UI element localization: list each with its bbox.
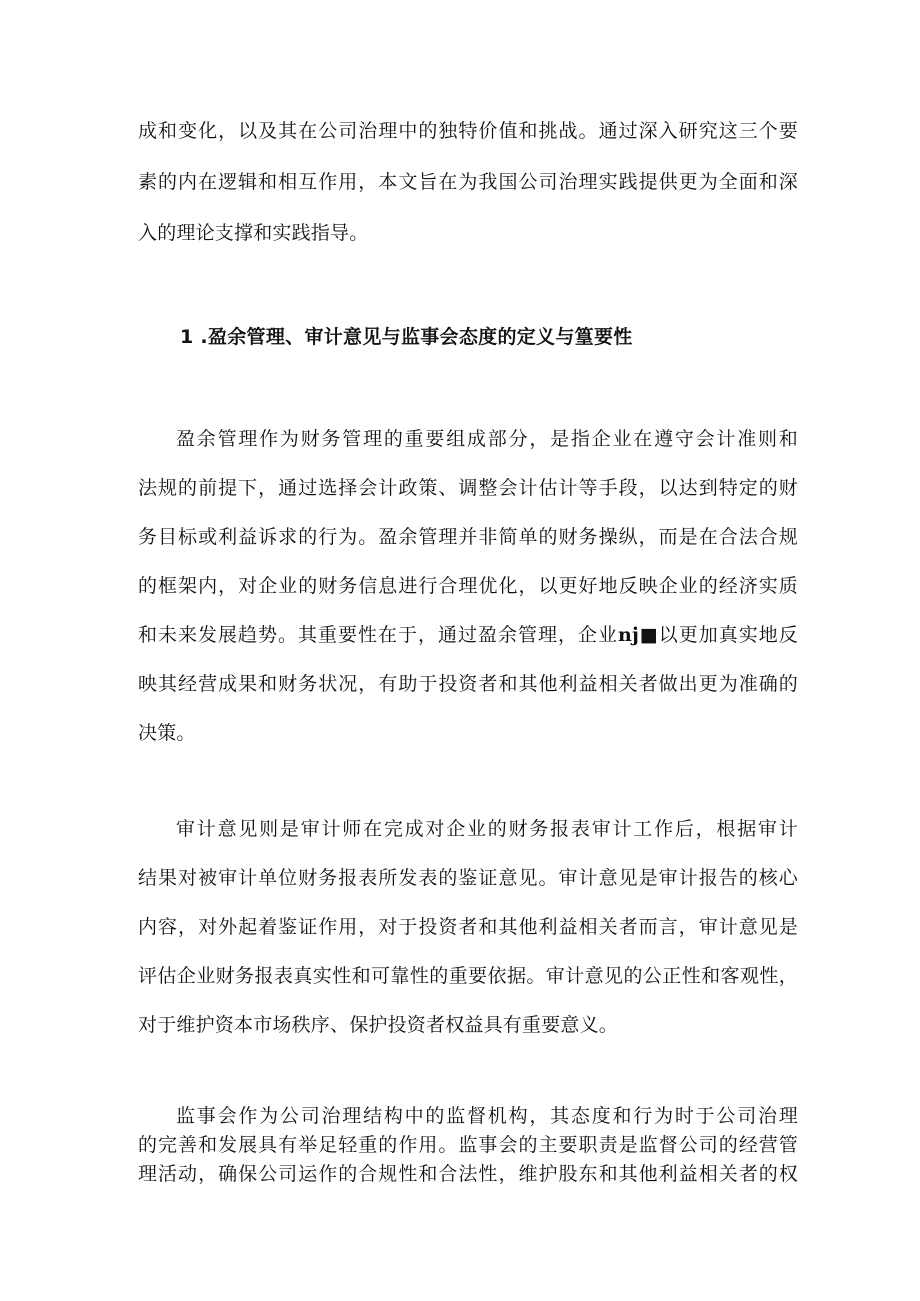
text-line-tail: 以更加真实地反 (658, 624, 798, 646)
text-line: 盈余管理作为财务管理的重要组成部分，是指企业在遵守会计准则和 (176, 428, 798, 450)
text-line: 素的内在逻辑和相互作用，本文旨在为我国公司治理实践提供更为全面和深 (138, 171, 798, 193)
text-line: 监事会作为公司治理结构中的监督机构，其态度和行为时于公司治理 (176, 1105, 798, 1127)
text-line: 决策。 (138, 722, 196, 744)
text-line: 理活动，确保公司运作的合规性和合法性，维护股东和其他利益相关者的权 (138, 1163, 798, 1185)
text-line: 法规的前提下，通过选择会计政策、调整会计估计等手段，以达到特定的财 (138, 477, 798, 499)
paragraph-supervisory-board (138, 1102, 798, 1189)
text-line: 入的理论支撑和实践指导。 (138, 222, 369, 244)
text-line: 务目标或利益诉求的行为。盈余管理并非简单的财务操纵，而是在合法合规 (138, 526, 798, 548)
intro-paragraph (138, 106, 798, 259)
text-line: 映其经营成果和财务状况，有助于投资者和其他利益相关者做出更为准确的 (138, 673, 798, 695)
text-line: 内容，对外起着鉴证作用，对于投资者和其他利益相关者而言，审计意见是 (138, 916, 798, 938)
text-line: 评估企业财务报表真实性和可靠性的重要依据。审计意见的公正性和客观性， (138, 965, 798, 987)
section-heading: 1 .盈余管理、审计意见与监事会态度的定义与篁要性 (180, 326, 633, 348)
text-line: 的完善和发展具有举足轻重的作用。监事会的主要职责是监督公司的经营管 (138, 1134, 798, 1156)
text-line: 成和变化，以及其在公司治理中的独特价值和挑战。通过深入研究这三个要 (138, 120, 798, 142)
text-line: 对于维护资本市场秩序、保护投资者权益具有重要意义。 (138, 1014, 619, 1036)
text-line-head: 和未来发展趋势。其重要性在于，通过盈余管理，企业 (138, 624, 618, 646)
text-line: 结果对被审计单位财务报表所发表的鉴证意见。审计意见是审计报告的核心 (138, 867, 798, 889)
paragraph-audit-opinion (138, 805, 798, 1050)
paragraph-earnings-management (138, 415, 798, 758)
text-line: 的框架内，对企业的财务信息进行合理优化，以更好地反映企业的经济实质 (138, 575, 798, 597)
garbled-fragment: nj■ (617, 624, 659, 646)
text-line: 审计意见则是审计师在完成对企业的财务报表审计工作后，根据审计 (176, 818, 798, 840)
text-line-with-fragment (138, 611, 798, 660)
